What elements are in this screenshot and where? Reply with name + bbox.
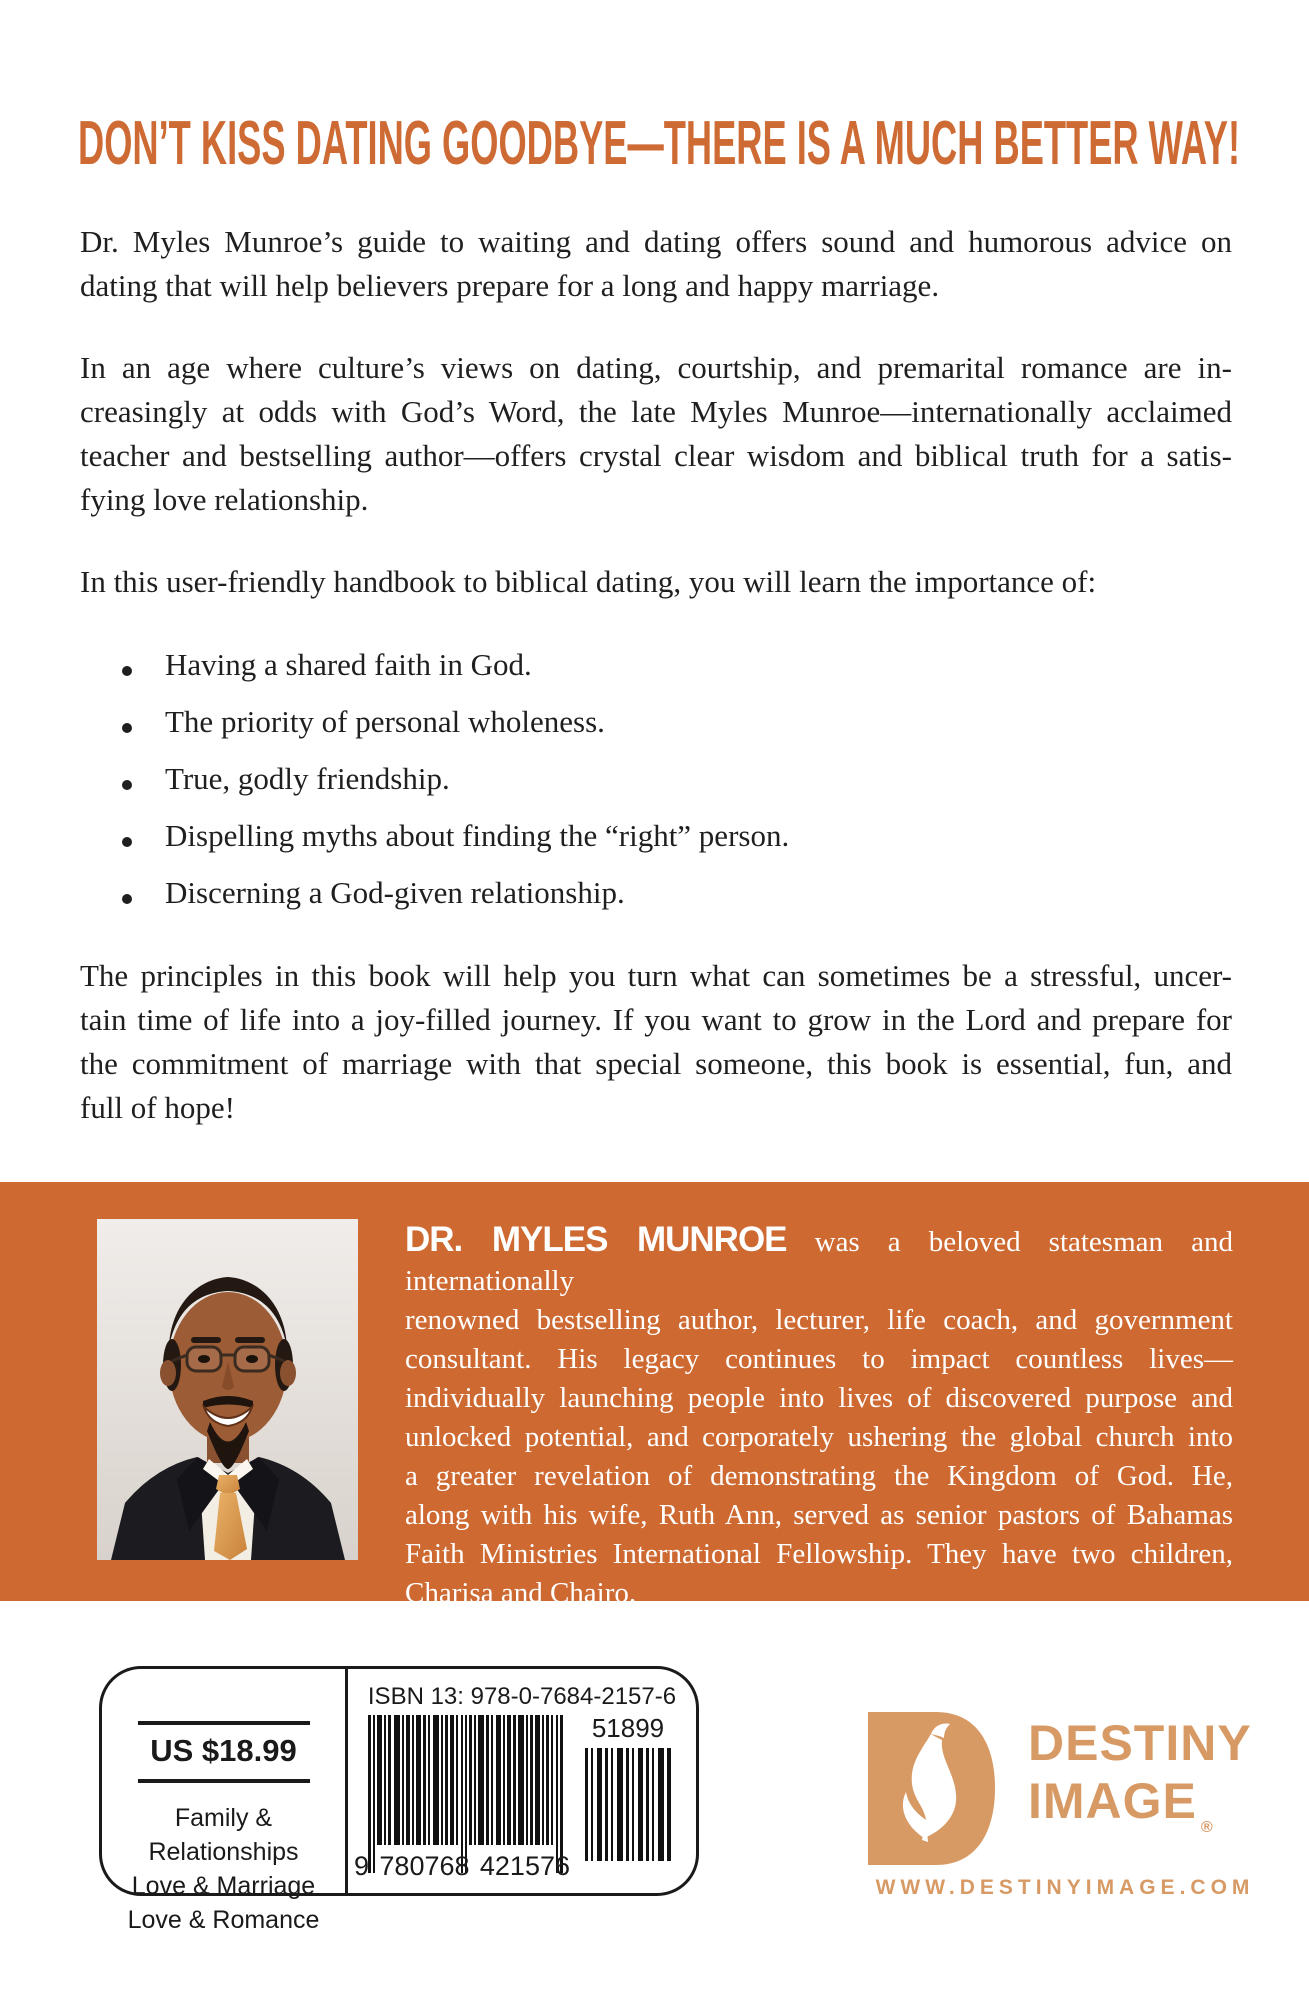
destiny-image-flame-icon	[868, 1712, 995, 1865]
author-bio-lines	[405, 1301, 1233, 1613]
headline: DON’T KISS DATING GOODBYE—THERE IS A MUCH BETTER WAY!	[78, 109, 1241, 178]
bullet-lead-in: In this user-friendly handbook to biblical dating, you will learn the importance of:	[80, 564, 1097, 599]
barcode-digit-lead: 9	[354, 1851, 370, 1881]
text-line: individually launching people into lives of discovered purpose and	[405, 1382, 1233, 1414]
bullet-item	[122, 642, 1122, 699]
text-line: unlocked potential, and corporately ushering the global church into	[405, 1421, 1233, 1453]
bullet-item	[122, 813, 1122, 870]
author-band	[0, 1182, 1309, 1609]
bullet-text: Discerning a God-given relationship.	[165, 875, 625, 910]
bullet-item	[122, 699, 1122, 756]
bullet-text: The priority of personal wholeness.	[165, 704, 605, 739]
price-rule-bottom	[138, 1779, 310, 1783]
bullet-dot-icon	[122, 837, 132, 847]
text-line: full of hope!	[80, 1090, 235, 1125]
bullet-text: True, godly friendship.	[165, 761, 450, 796]
barcode-digit-group2: 421576	[479, 1851, 570, 1881]
price: US $18.99	[150, 1733, 297, 1768]
bullet-dot-icon	[122, 723, 132, 733]
bullet-item	[122, 756, 1122, 813]
text-line: Family & Relationships	[148, 1804, 299, 1866]
bullet-dot-icon	[122, 894, 132, 904]
bullet-text: Having a shared faith in God.	[165, 647, 532, 682]
isbn-cell	[348, 1669, 696, 1893]
bullet-item	[122, 870, 1122, 927]
barcode-supplement-number: 51899	[591, 1713, 665, 1743]
barcode-panel	[99, 1666, 699, 1934]
text-line: Love & Marriage	[131, 1872, 316, 1900]
text-line: consultant. His legacy continues to impact countless lives—	[405, 1343, 1233, 1375]
registered-trademark-symbol: ®	[1200, 1819, 1213, 1836]
author-name: DR. MYLES MUNROE	[405, 1220, 787, 1259]
paragraph-closing	[80, 954, 1232, 1130]
category-list	[102, 1801, 345, 1937]
bullet-text: Dispelling myths about finding the “right” person.	[165, 818, 790, 853]
text-line: In an age where culture’s views on dating, courtship, and premarital romance are in-	[80, 350, 1232, 385]
supplement-barcode	[585, 1748, 671, 1861]
author-bio	[405, 1220, 1233, 1613]
publisher-name-line1: DESTINY	[1028, 1715, 1252, 1771]
text-line: the commitment of marriage with that special someone, this book is essential, fun, and	[80, 1046, 1232, 1081]
bullet-dot-icon	[122, 780, 132, 790]
text-line: dating that will help believers prepare for a long and happy marriage.	[80, 268, 940, 303]
isbn-number: ISBN 13: 978-0-7684-2157-6	[367, 1683, 677, 1710]
author-photo	[97, 1219, 358, 1560]
text-line: tain time of life into a joy-filled journey. If you want to grow in the Lord and prepare for	[80, 1002, 1232, 1037]
barcode-digit-group1: 780768	[379, 1851, 470, 1881]
text-line: Faith Ministries International Fellowship. They have two children,	[405, 1538, 1233, 1570]
author-portrait-illustration	[97, 1219, 358, 1560]
price-cell	[102, 1669, 345, 1934]
text-line: fying love relationship.	[80, 482, 369, 517]
bullet-list	[122, 642, 1122, 927]
text-line: along with his wife, Ruth Ann, served as senior pastors of Bahamas	[405, 1499, 1233, 1531]
text-line: Dr. Myles Munroe’s guide to waiting and dating offers sound and humorous advice on	[80, 224, 1232, 259]
author-bio-first-line	[405, 1220, 1233, 1301]
text-line: teacher and bestselling author—offers crystal clear wisdom and biblical truth for a satis-	[80, 438, 1232, 473]
publisher-name-line2: IMAGE	[1028, 1773, 1197, 1829]
paragraph-intro	[80, 220, 1232, 308]
publisher-wordmark	[1028, 1715, 1252, 1836]
text-line: creasingly at odds with God’s Word, the late Myles Munroe—internationally acclaimed	[80, 394, 1232, 429]
text-line: renowned bestselling author, lecturer, life coach, and government	[405, 1304, 1233, 1336]
publisher-website: WWW.DESTINYIMAGE.COM	[875, 1876, 1255, 1899]
text-line: a greater revelation of demonstrating the Kingdom of God. He,	[405, 1460, 1233, 1492]
paragraph-context	[80, 346, 1232, 522]
text-line: Charisa and Chairo.	[405, 1577, 637, 1609]
price-rule-top	[138, 1721, 310, 1725]
author-bio-line1-rest: was a beloved statesman and internationally	[405, 1226, 1233, 1297]
text-line: The principles in this book will help you turn what can sometimes be a stressful, uncer-	[80, 958, 1232, 993]
barcode-digits	[354, 1851, 570, 1882]
text-line: Love & Romance	[127, 1906, 320, 1934]
bullet-dot-icon	[122, 666, 132, 676]
